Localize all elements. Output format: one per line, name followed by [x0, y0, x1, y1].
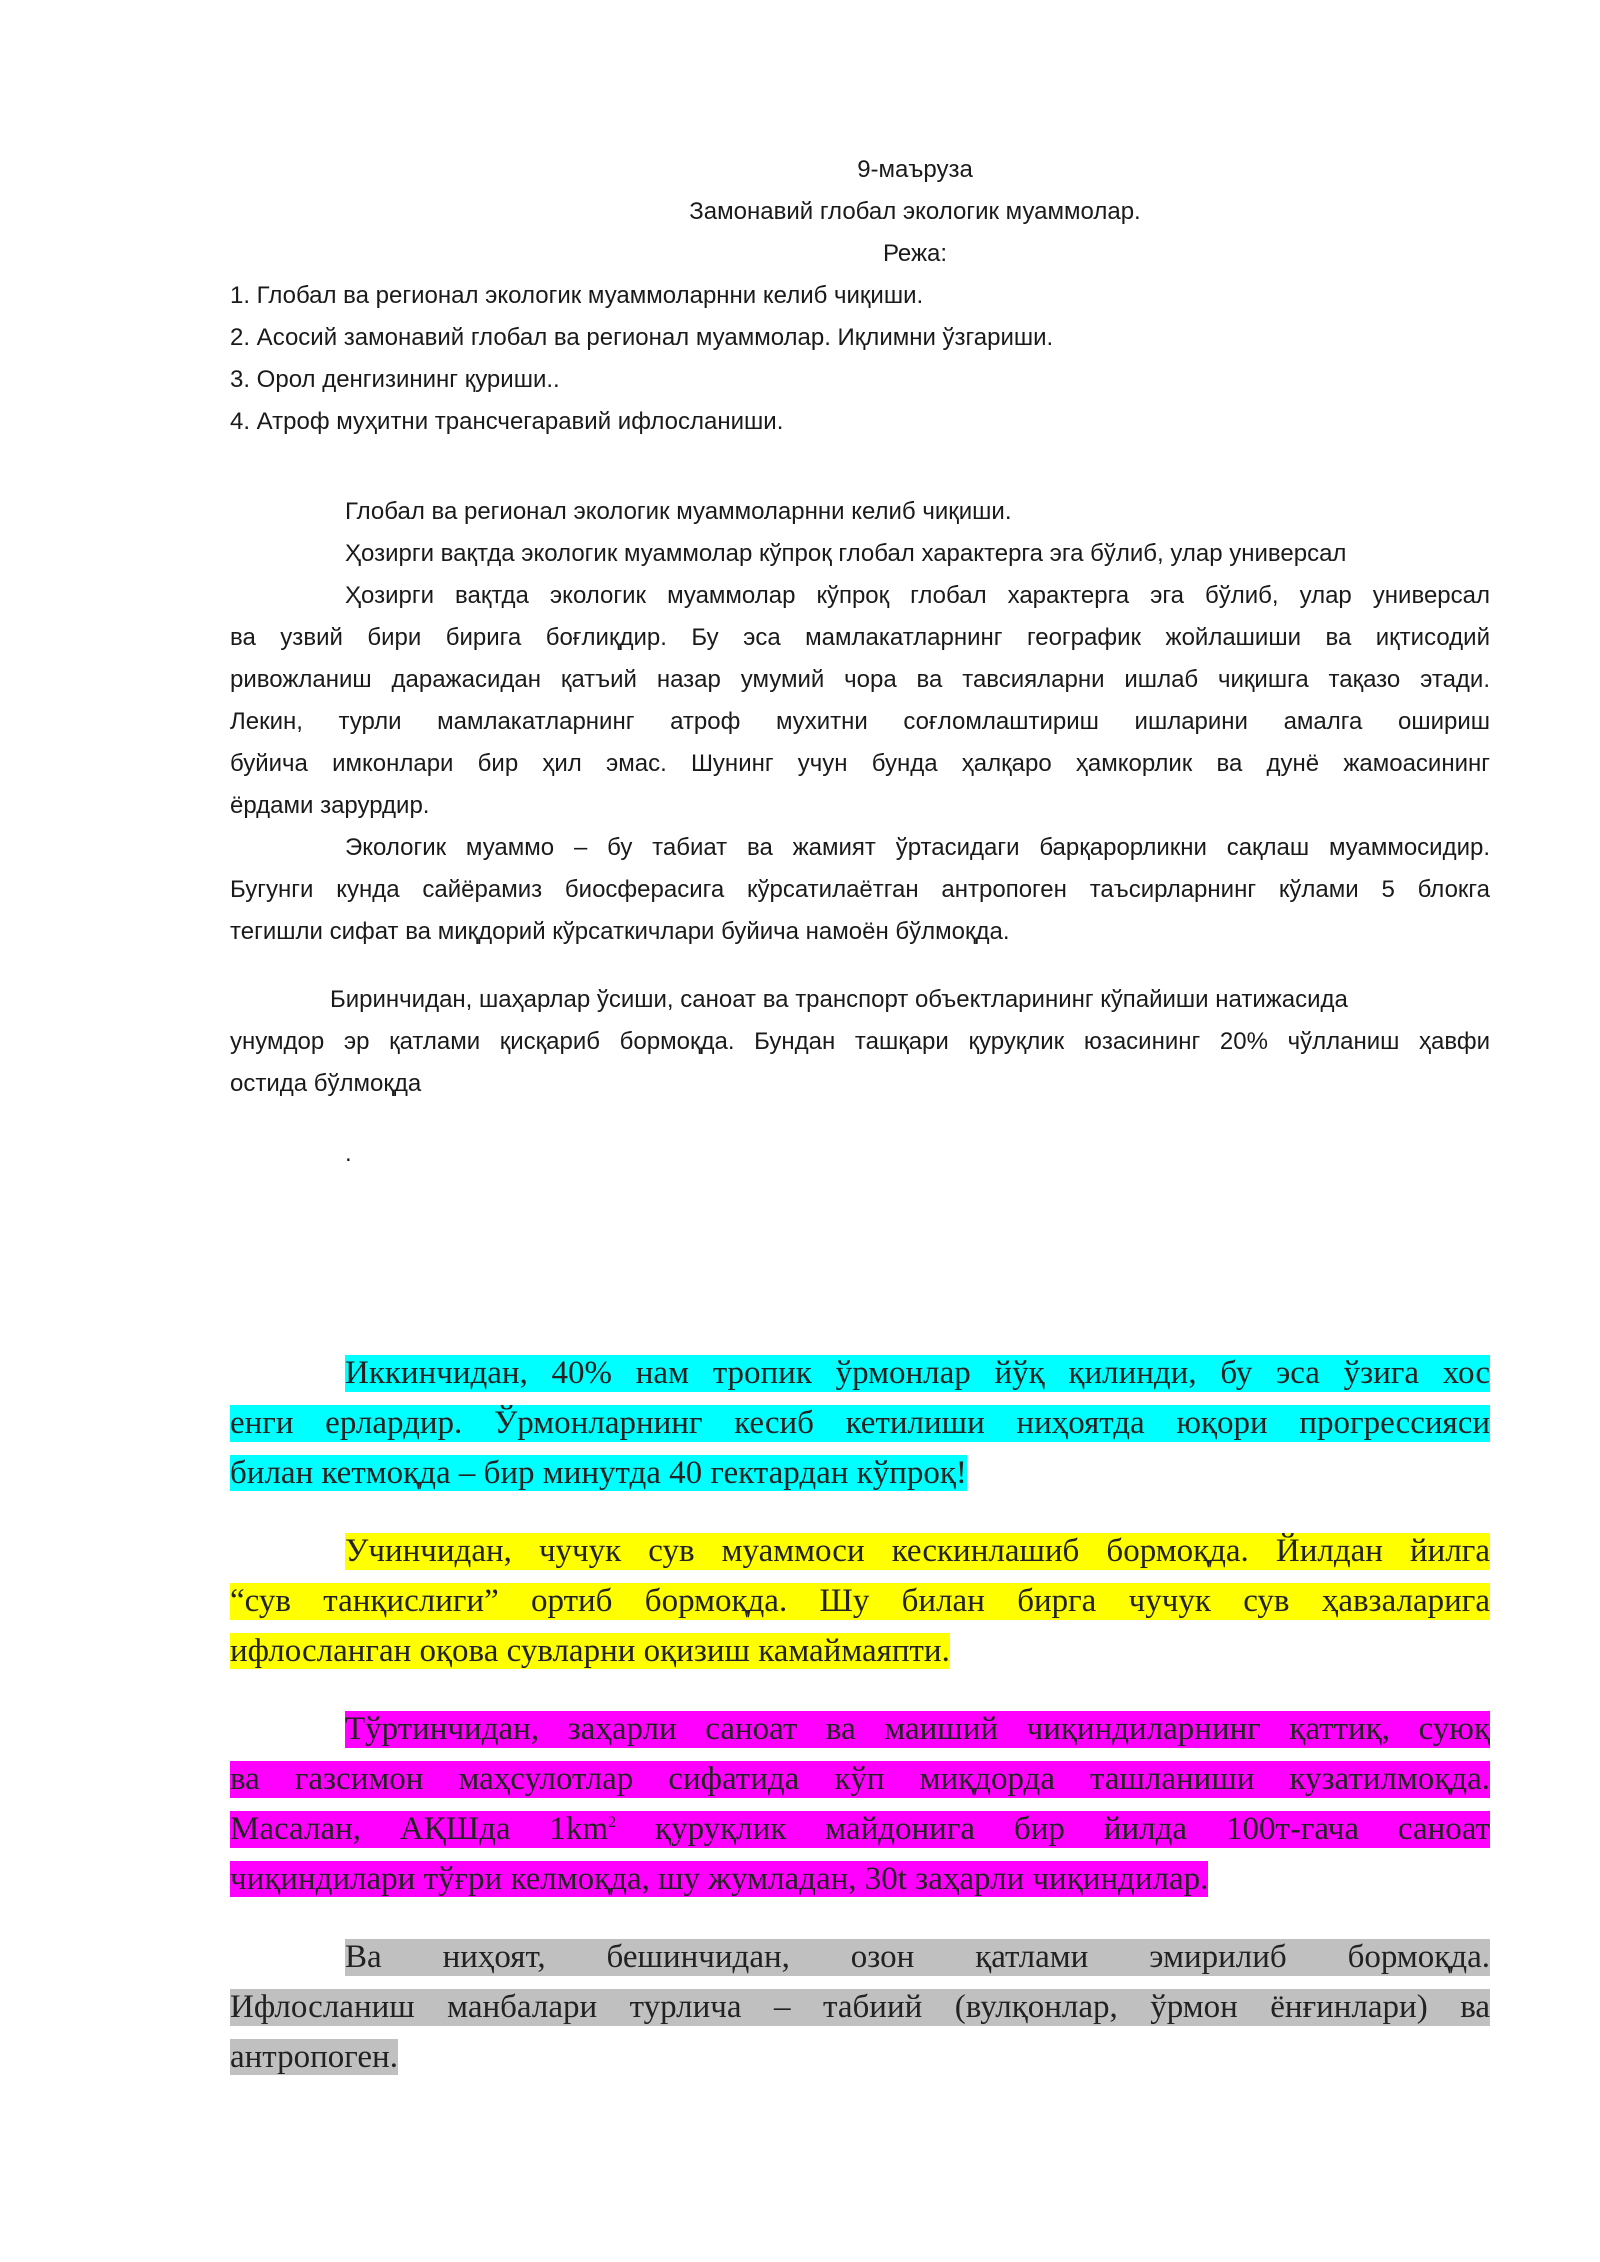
paragraph-line: остида бўлмоқда [230, 1070, 422, 1097]
highlighted-line [230, 1405, 1490, 1442]
highlighted-line [345, 1939, 1490, 1976]
paragraph-line: Биринчидан, шаҳарлар ўсиши, саноат ва транспорт объектларининг кўпайиши натижасида [330, 986, 1348, 1013]
superscript-two: 2 [608, 1814, 617, 1831]
highlight-gray: антропоген. [230, 2039, 398, 2075]
plan-label: Режа: [882, 240, 948, 267]
lecture-number: 9-маъруза [857, 156, 973, 183]
paragraph-line: Лекин, турли мамлакатларнинг атроф мухитни соғломлаштириш ишларини амалга ошириш [230, 708, 1490, 735]
magenta-line3-end: қуруқлик майдонига бир йилда 100т-гача саноат [616, 1811, 1490, 1847]
highlighted-line [230, 1989, 1490, 2026]
section-heading: Глобал ва регионал экологик муаммоларнни келиб чиқиши. [345, 498, 1012, 525]
highlight-yellow: ифлосланган оқова сувларни оқизиш камаймаяпти. [230, 1633, 950, 1669]
highlighted-line [230, 1583, 1490, 1620]
paragraph-line: тегишли сифат ва миқдорий кўрсаткичлари буйича намоён бўлмоқда. [230, 918, 1010, 945]
magenta-line3-start: Масалан, АҚШда 1km [230, 1811, 609, 1847]
highlight-gray: Ифлосланиш манбалари турлича – табиий (вулқонлар, ўрмон ёнғинлари) ва [230, 1989, 1490, 2025]
plan-item: 1. Глобал ва регионал экологик муаммоларнни келиб чиқиши. [230, 282, 924, 309]
highlight-magenta: ва газсимон маҳсулотлар сифатида кўп миқдорда ташланиши кузатилмоқда. [230, 1761, 1490, 1797]
stray-dot: . [345, 1140, 352, 1167]
highlighted-line [230, 1455, 967, 1492]
highlighted-line [230, 1861, 1208, 1898]
highlighted-line [345, 1533, 1490, 1570]
highlight-magenta: Тўртинчидан, заҳарли саноат ва маиший чиқиндиларнинг қаттиқ, суюқ [345, 1711, 1490, 1747]
highlighted-line [230, 1811, 1490, 1848]
paragraph-line: Бугунги кунда сайёрамиз биосферасига кўрсатилаётган антропоген таъсирларнинг кўлами 5 блокга [230, 876, 1490, 903]
paragraph-line: унумдор эр қатлами қисқариб бормоқда. Бундан ташқари қуруқлик юзасининг 20% чўлланиш ҳавфи [230, 1028, 1490, 1055]
highlighted-line [230, 1633, 950, 1670]
paragraph-line: Экологик муаммо – бу табиат ва жамият ўртасидаги барқарорликни сақлаш муаммосидир. [345, 834, 1490, 861]
highlight-gray: Ва ниҳоят, бешинчидан, озон қатлами эмирилиб бормоқда. [345, 1939, 1490, 1975]
paragraph-line: ёрдами зарурдир. [230, 792, 430, 819]
plan-item: 2. Асосий замонавий глобал ва регионал муаммолар. Иқлимни ўзгариши. [230, 324, 1054, 351]
paragraph-line: ривожланиш даражасидан қатъий назар умумий чора ва тавсияларни ишлаб чиқишга тақазо этади. [230, 666, 1490, 693]
page-title: Замонавий глобал экологик муаммолар. [689, 198, 1141, 225]
highlighted-line [230, 2039, 398, 2076]
highlight-yellow: Учинчидан, чучук сув муаммоси кескинлашиб бормоқда. Йилдан йилга [345, 1533, 1490, 1569]
plan-item: 4. Атроф муҳитни трансчегаравий ифлосланиши. [230, 408, 784, 435]
highlighted-line [345, 1355, 1490, 1392]
highlight-cyan: Иккинчидан, 40% нам тропик ўрмонлар йўқ қилинди, бу эса ўзига хос [345, 1355, 1490, 1391]
paragraph-line: Ҳозирги вақтда экологик муаммолар кўпроқ глобал характерга эга бўлиб, улар универсал [345, 582, 1490, 609]
highlight-cyan: билан кетмоқда – бир минутда 40 гектардан кўпроқ! [230, 1455, 967, 1491]
highlighted-line [230, 1761, 1490, 1798]
highlight-magenta [230, 1811, 1490, 1848]
paragraph-line: Ҳозирги вақтда экологик муаммолар кўпроқ глобал характерга эга бўлиб, улар универсал [345, 540, 1347, 567]
highlight-magenta: чиқиндилари тўғри келмоқда, шу жумладан, 30t заҳарли чиқиндилар. [230, 1861, 1209, 1897]
highlighted-line [345, 1711, 1490, 1748]
highlight-cyan: енги ерлардир. Ўрмонларнинг кесиб кетилиши ниҳоятда юқори прогрессияси [230, 1405, 1490, 1441]
paragraph-line: буйича имконлари бир ҳил эмас. Шунинг учун бунда ҳалқаро ҳамкорлик ва дунё жамоасининг [230, 750, 1490, 777]
highlight-yellow: “сув танқислиги” ортиб бормоқда. Шу билан бирга чучук сув ҳавзаларига [230, 1583, 1490, 1619]
plan-item: 3. Орол денгизининг қуриши.. [230, 366, 560, 393]
paragraph-line: ва узвий бири бирига боғлиқдир. Бу эса мамлакатларнинг географик жойлашиши ва иқтисодий [230, 624, 1490, 651]
